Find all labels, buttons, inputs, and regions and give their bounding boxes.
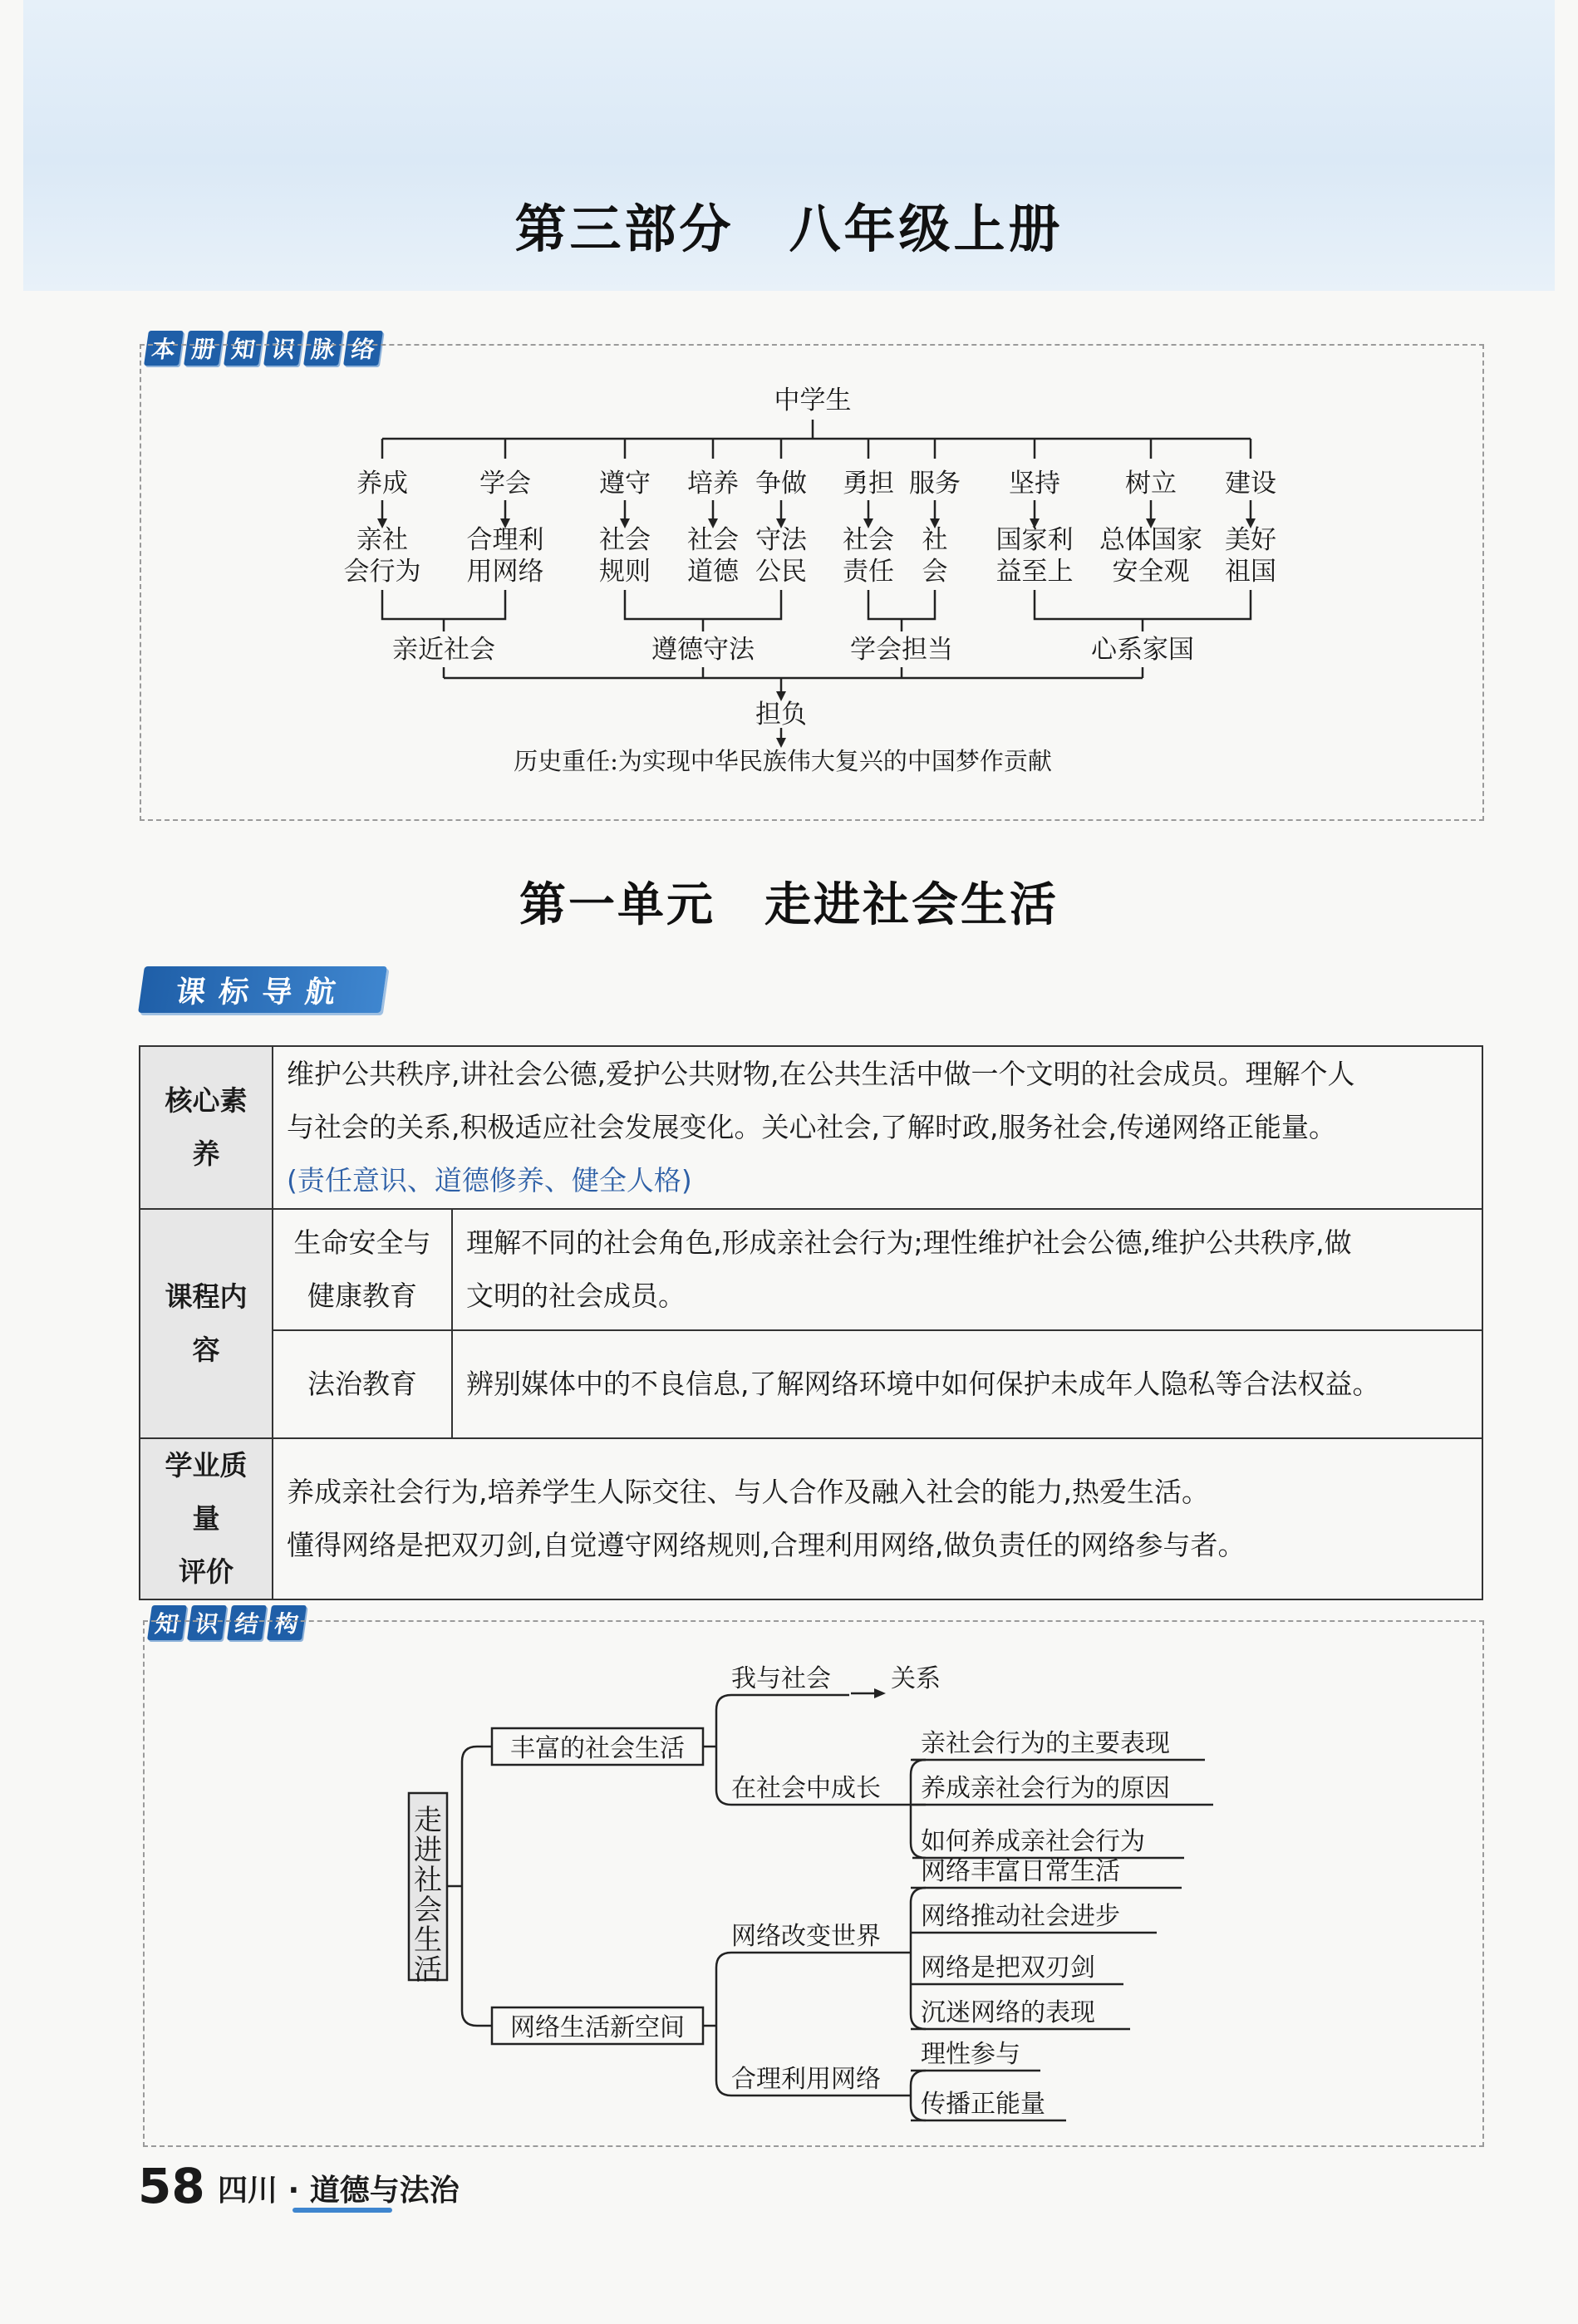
core-note: (责任意识、道德修养、健全人格): [287, 1164, 692, 1196]
eval-content: [273, 1438, 1482, 1599]
map-verb: 建设: [1225, 469, 1276, 499]
map-object: 合理利: [466, 525, 544, 555]
structure-root-char: 走: [414, 1804, 442, 1837]
map-object: 会行为: [343, 557, 421, 587]
map-object: 美好: [1225, 525, 1276, 555]
eval-label: [140, 1438, 273, 1599]
tag-char: 册: [184, 331, 224, 366]
structure-node: 关系: [891, 1664, 941, 1693]
map-verb: 遵守: [599, 469, 651, 499]
structure-leaf: 网络是把双刃剑: [921, 1953, 1095, 1983]
structure-root-char: 活: [414, 1953, 442, 1987]
content-text: [452, 1209, 1482, 1330]
map-object: 社会: [687, 525, 739, 555]
footer-subject: 四川 · 道德与法治: [218, 2174, 460, 2208]
structure-branch: 丰富的社会生活: [510, 1734, 685, 1763]
map-verb: 勇担: [843, 469, 894, 499]
map-object: 责任: [843, 557, 894, 587]
structure-leaf: 传播正能量: [921, 2090, 1045, 2119]
map-object: 规则: [599, 557, 651, 587]
footer-underline: [292, 2208, 392, 2213]
structure-leaf: 亲社会行为的主要表现: [921, 1729, 1170, 1758]
structure-node: 在社会中成长: [731, 1774, 881, 1803]
map-verb: 争做: [755, 469, 807, 499]
eval-line: 懂得网络是把双刃剑,自觉遵守网络规则,合理利用网络,做负责任的网络参与者。: [287, 1529, 1246, 1561]
structure-node: 合理利用网络: [731, 2065, 881, 2094]
eval-label-line: 评价: [179, 1555, 234, 1588]
map-object: 安全观: [1112, 557, 1190, 587]
curriculum-table: [139, 1045, 1483, 1600]
map-result: 担负: [755, 700, 807, 730]
core-line: 维护公共秩序,讲社会公德,爱护公共财物,在公共生活中做一个文明的社会成员。理解个人: [287, 1058, 1355, 1090]
core-line: 与社会的关系,积极适应社会发展变化。关心社会,了解时政,服务社会,传递网络正能量。: [287, 1111, 1336, 1143]
map-object: 道德: [687, 557, 739, 587]
map-object: 总体国家: [1099, 525, 1202, 555]
structure-root-char: 生: [414, 1924, 442, 1957]
tag-char: 识: [263, 331, 303, 366]
map-root: 中学生: [774, 386, 852, 415]
eval-label-line: 学业质量: [165, 1449, 248, 1535]
map-object: 社会: [843, 525, 894, 555]
map-group: 遵德守法: [651, 635, 755, 665]
tag-char: 知: [224, 331, 263, 366]
map-object: 国家利: [995, 525, 1074, 555]
structure-leaf: 网络推动社会进步: [921, 1902, 1120, 1931]
structure-node: 网络改变世界: [731, 1922, 881, 1951]
unit-title: 第一单元 走进社会生活: [519, 878, 1059, 932]
map-group: 亲近社会: [392, 635, 495, 665]
map-mission: 历史重任:为实现中华民族伟大复兴的中国梦作贡献: [514, 747, 1052, 775]
content-text: 辨别媒体中的不良信息,了解网络环境中如何保护未成年人隐私等合法权益。: [452, 1330, 1482, 1438]
tag-char: 结: [227, 1605, 267, 1640]
book-map-diagram: [0, 0, 1578, 831]
map-group: 心系家国: [1091, 635, 1194, 665]
content-text-line: 文明的社会成员。: [466, 1280, 686, 1312]
content-name: [273, 1209, 452, 1330]
tag-char: 构: [267, 1605, 307, 1640]
structure-leaf: 沉迷网络的表现: [921, 1998, 1095, 2027]
map-object: 守法: [755, 525, 807, 555]
content-name-line: 健康教育: [307, 1280, 417, 1312]
tag-char: 本: [144, 331, 184, 366]
content-name-line: 生命安全与: [293, 1226, 431, 1259]
page-number: 58: [138, 2158, 205, 2214]
structure-root-char: 会: [414, 1894, 442, 1927]
map-object: 益至上: [995, 557, 1074, 587]
core-content: [273, 1046, 1482, 1209]
map-verb: 坚持: [1009, 469, 1060, 499]
structure-leaf: 网络丰富日常生活: [921, 1857, 1120, 1886]
map-verb: 学会: [479, 469, 531, 499]
map-object: 公民: [755, 557, 807, 587]
map-group: 学会担当: [850, 635, 953, 665]
map-verb: 养成: [356, 469, 408, 499]
map-object: 亲社: [356, 525, 408, 555]
map-object: 会: [922, 557, 948, 587]
tag-char: 络: [343, 331, 383, 366]
structure-leaf: 理性参与: [921, 2040, 1020, 2069]
map-object: 祖国: [1225, 557, 1276, 587]
map-verb: 服务: [909, 469, 961, 499]
structure-leaf: 如何养成亲社会行为: [921, 1827, 1145, 1856]
structure-branch: 网络生活新空间: [510, 2013, 685, 2042]
structure-root-char: 进: [414, 1834, 442, 1867]
tag-char: 知: [147, 1605, 187, 1640]
tag-char: 识: [187, 1605, 227, 1640]
tag-char: 脉: [303, 331, 343, 366]
map-object: 社: [922, 525, 948, 555]
map-object: 用网络: [466, 557, 544, 587]
structure-root-char: 社: [414, 1864, 442, 1897]
structure-leaf: 养成亲社会行为的原因: [921, 1774, 1170, 1803]
eval-line: 养成亲社会行为,培养学生人际交往、与人合作及融入社会的能力,热爱生活。: [287, 1476, 1209, 1508]
map-object: 社会: [599, 525, 651, 555]
map-verb: 树立: [1125, 469, 1177, 499]
content-name: 法治教育: [273, 1330, 452, 1438]
nav-tag: 课标导航: [138, 966, 387, 1013]
part-title: 第三部分 八年级上册: [514, 199, 1064, 259]
knowledge-structure-diagram: [0, 1579, 1578, 2144]
structure-node: 我与社会: [731, 1664, 831, 1693]
content-text-line: 理解不同的社会角色,形成亲社会行为;理性维护社会公德,维护公共秩序,做: [466, 1226, 1352, 1259]
content-label: 课程内容: [140, 1209, 273, 1438]
core-label: 核心素养: [140, 1046, 273, 1209]
map-verb: 培养: [687, 469, 739, 499]
